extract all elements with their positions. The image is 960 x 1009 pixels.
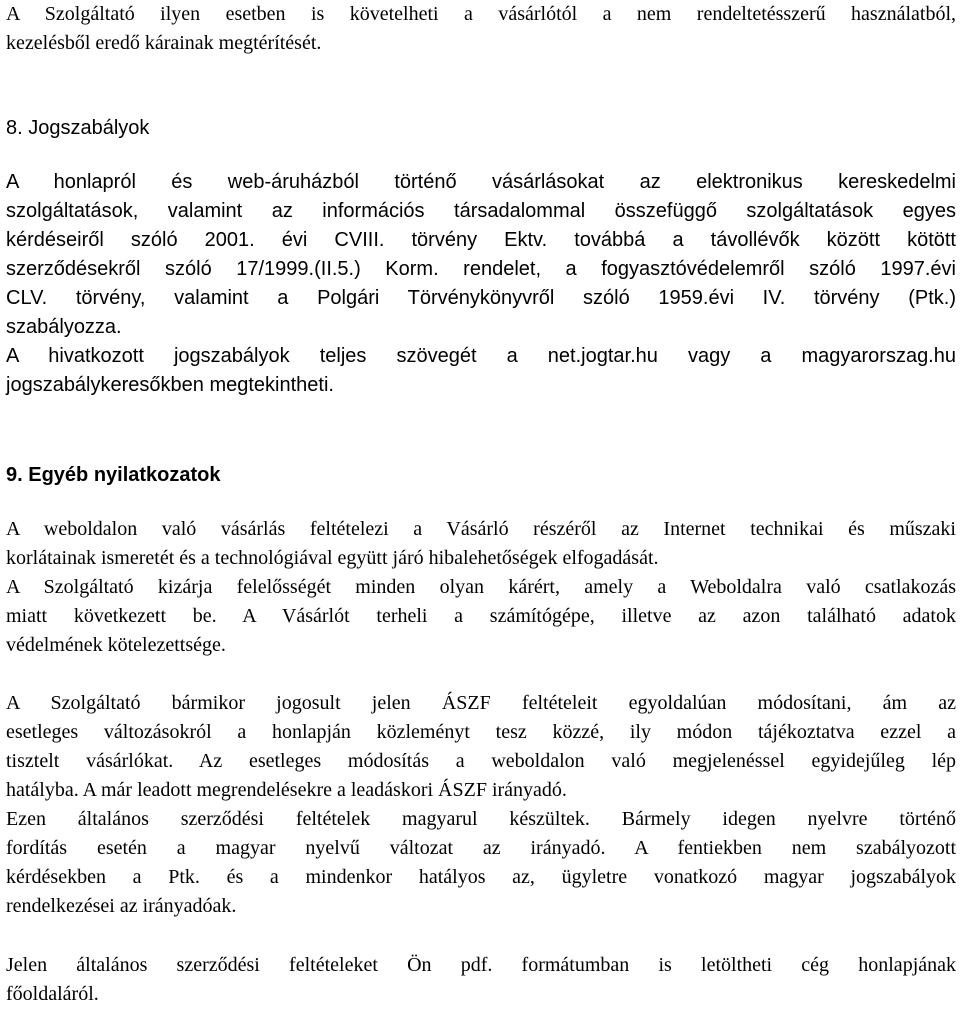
section-8-paragraph-2	[6, 342, 956, 400]
section-heading: 8. Jogszabályok	[6, 117, 150, 139]
paragraph-line: Ezen általános szerződési feltételek magyarul készültek. Bármely idegen nyelvre történő	[6, 808, 956, 830]
paragraph-line: A weboldalon való vásárlás feltételezi a Vásárló részéről az Internet technikai és műszaki	[6, 518, 956, 540]
paragraph-line: A Szolgáltató bármikor jogosult jelen ÁSZF feltételeit egyoldalúan módosítani, ám az	[6, 692, 956, 714]
section-9-paragraph-2	[6, 689, 956, 921]
paragraph-line: korlátainak ismeretét és a technológiával együtt járó hibalehetőségek elfogadását.	[6, 547, 659, 569]
paragraph-line: rendelkezései az irányadóak.	[6, 895, 237, 917]
section-9-paragraph-1	[6, 515, 956, 660]
paragraph-line: szerződésekről szóló 17/1999.(II.5.) Korm. rendelet, a fogyasztóvédelemről szóló 1997.évi	[6, 258, 956, 280]
paragraph-line: CLV. törvény, valamint a Polgári Törvénykönyvről szóló 1959.évi IV. törvény (Ptk.)	[6, 287, 956, 309]
paragraph-line: A Szolgáltató ilyen esetben is követelheti a vásárlótól a nem rendeltetésszerű használatból,	[6, 3, 956, 25]
paragraph-line: védelmének kötelezettsége.	[6, 634, 226, 656]
paragraph-line: esetleges változásokról a honlapján közleményt tesz közzé, ily módon tájékoztatva ezzel a	[6, 721, 956, 743]
paragraph-line: miatt következett be. A Vásárlót terheli a számítógépe, illetve az azon található adatok	[6, 605, 956, 627]
section-8-heading-block	[6, 114, 956, 143]
paragraph-line: kezelésből eredő kárainak megtérítését.	[6, 32, 322, 54]
paragraph-line: fordítás esetén a magyar nyelvű változat az irányadó. A fentiekben nem szabályozott	[6, 837, 956, 859]
paragraph-line: hatályba. A már leadott megrendelésekre a leadáskori ÁSZF irányadó.	[6, 779, 567, 801]
paragraph-line: szabályozza.	[6, 316, 122, 338]
paragraph-line: kérdésekben a Ptk. és a mindenkor hatályos az, ügyletre vonatkozó magyar jogszabályok	[6, 866, 956, 888]
section-9-paragraph-3	[6, 951, 956, 1009]
paragraph-line: Jelen általános szerződési feltételeket Ön pdf. formátumban is letöltheti cég honlapjának	[6, 954, 956, 976]
section-8-paragraph-1	[6, 168, 956, 342]
paragraph-line: szolgáltatások, valamint az információs társadalommal összefüggő szolgáltatások egyes	[6, 200, 956, 222]
section-9-heading-block	[6, 461, 956, 490]
paragraph-line: kérdéseiről szóló 2001. évi CVIII. törvény Ektv. továbbá a távollévők között kötött	[6, 229, 956, 251]
paragraph-line: tisztelt vásárlókat. Az esetleges módosítás a weboldalon való megjelenéssel egyidejűleg lép	[6, 750, 956, 772]
paragraph-line: A hivatkozott jogszabályok teljes szövegét a net.jogtar.hu vagy a magyarorszag.hu	[6, 345, 956, 367]
paragraph-line: A honlapról és web-áruházból történő vásárlásokat az elektronikus kereskedelmi	[6, 171, 956, 193]
section-heading: 9. Egyéb nyilatkozatok	[6, 464, 221, 486]
paragraph-line: A Szolgáltató kizárja felelősségét minden olyan kárért, amely a Weboldalra való csatlakozás	[6, 576, 956, 598]
top-paragraph	[6, 0, 956, 58]
paragraph-line: jogszabálykeresőkben megtekintheti.	[6, 374, 334, 396]
paragraph-line: főoldaláról.	[6, 983, 99, 1005]
